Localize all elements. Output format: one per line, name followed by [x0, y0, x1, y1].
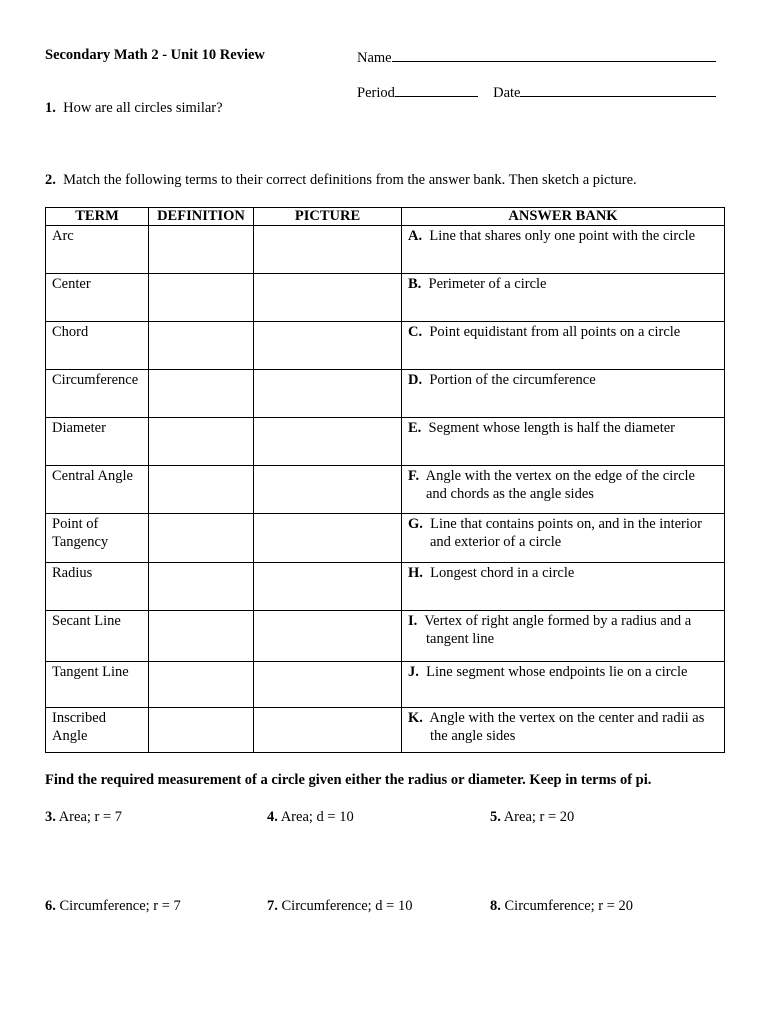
picture-cell[interactable]: [254, 274, 402, 322]
answer-text: Angle with the vertex on the center and radii as: [429, 710, 705, 726]
answer-text: Vertex of right angle formed by a radius and a: [424, 613, 692, 629]
measurement-instructions: Find the required measurement of a circle given either the radius or diameter. Keep in terms of pi.: [45, 772, 652, 788]
worksheet-title: Secondary Math 2 - Unit 10 Review: [45, 47, 265, 63]
term-cell: [46, 611, 149, 662]
problem-7: [267, 898, 412, 915]
term-text: Radius: [52, 565, 93, 581]
answer-letter: G.: [408, 516, 423, 532]
question-number: 1.: [45, 100, 56, 116]
picture-cell[interactable]: [254, 418, 402, 466]
answer-letter: I.: [408, 613, 418, 629]
term-text: Central Angle: [52, 468, 133, 484]
table-row: [46, 322, 725, 370]
term-text: Point of: [52, 516, 99, 532]
definition-cell[interactable]: [149, 226, 254, 274]
answer-bank-cell: [402, 563, 725, 611]
table-row: [46, 418, 725, 466]
picture-cell[interactable]: [254, 322, 402, 370]
table-row: [46, 370, 725, 418]
problem-number: 4.: [267, 809, 278, 825]
answer-letter: A.: [408, 228, 423, 244]
answer-text: Segment whose length is half the diameter: [428, 420, 675, 436]
answer-letter: H.: [408, 565, 423, 581]
answer-bank-cell: [402, 226, 725, 274]
header-definition: DEFINITION: [149, 208, 254, 226]
answer-letter: E.: [408, 420, 422, 436]
term-text: Diameter: [52, 420, 106, 436]
problem-number: 8.: [490, 898, 501, 914]
problem-text: Circumference; r = 20: [504, 898, 634, 914]
table-row: [46, 611, 725, 662]
definition-cell[interactable]: [149, 514, 254, 563]
table-row: [46, 563, 725, 611]
answer-text: Line that contains points on, and in the interior: [430, 516, 702, 532]
term-cell: [46, 662, 149, 708]
answer-letter: K.: [408, 710, 423, 726]
answer-bank-cell: [402, 611, 725, 662]
answer-text-continued: and chords as the angle sides: [426, 486, 594, 502]
problem-3: [45, 809, 122, 826]
table-row: [46, 662, 725, 708]
picture-cell[interactable]: [254, 466, 402, 514]
problem-number: 6.: [45, 898, 56, 914]
table-row: [46, 226, 725, 274]
problem-text: Area; r = 7: [58, 809, 123, 825]
term-text: Tangent Line: [52, 664, 129, 680]
term-text: Circumference: [52, 372, 139, 388]
problem-text: Area; d = 10: [280, 809, 354, 825]
term-cell: [46, 370, 149, 418]
problem-6: [45, 898, 181, 915]
answer-letter: F.: [408, 468, 420, 484]
answer-bank-cell: [402, 662, 725, 708]
problem-8: [490, 898, 633, 915]
picture-cell[interactable]: [254, 563, 402, 611]
definition-cell[interactable]: [149, 466, 254, 514]
name-label: Name: [357, 50, 392, 66]
answer-text-continued: and exterior of a circle: [430, 534, 562, 550]
answer-bank-cell: [402, 322, 725, 370]
period-label: Period: [357, 85, 395, 101]
term-cell: [46, 418, 149, 466]
answer-bank-cell: [402, 466, 725, 514]
answer-letter: D.: [408, 372, 423, 388]
answer-text: Point equidistant from all points on a circle: [429, 324, 681, 340]
answer-text-continued: tangent line: [426, 631, 495, 647]
answer-letter: J.: [408, 664, 419, 680]
header-answer-bank: ANSWER BANK: [402, 208, 725, 226]
problem-number: 3.: [45, 809, 56, 825]
answer-text: Perimeter of a circle: [428, 276, 547, 292]
term-text: Arc: [52, 228, 74, 244]
definition-cell[interactable]: [149, 708, 254, 753]
answer-bank-cell: [402, 274, 725, 322]
definition-cell[interactable]: [149, 563, 254, 611]
term-cell: [46, 274, 149, 322]
definition-cell[interactable]: [149, 662, 254, 708]
term-text: Chord: [52, 324, 89, 340]
picture-cell[interactable]: [254, 370, 402, 418]
date-blank[interactable]: [520, 82, 716, 97]
question-1: [45, 100, 223, 117]
question-number: 2.: [45, 172, 56, 188]
table-header-row: [46, 208, 725, 226]
problem-5: [490, 809, 574, 826]
picture-cell[interactable]: [254, 662, 402, 708]
answer-text: Longest chord in a circle: [430, 565, 575, 581]
definition-cell[interactable]: [149, 418, 254, 466]
picture-cell[interactable]: [254, 708, 402, 753]
question-text: How are all circles similar?: [63, 100, 223, 116]
term-text-continued: Tangency: [52, 534, 109, 550]
name-blank[interactable]: [392, 47, 716, 62]
picture-cell[interactable]: [254, 611, 402, 662]
definition-cell[interactable]: [149, 611, 254, 662]
table-row: [46, 708, 725, 753]
period-date-row: [357, 82, 716, 102]
name-field[interactable]: [357, 47, 716, 67]
header-term: TERM: [46, 208, 149, 226]
matching-table: [45, 207, 725, 753]
term-text-continued: Angle: [52, 728, 88, 744]
date-label: Date: [493, 85, 521, 101]
term-text: Center: [52, 276, 91, 292]
problem-number: 5.: [490, 809, 501, 825]
answer-letter: C.: [408, 324, 423, 340]
answer-bank-cell: [402, 370, 725, 418]
term-cell: [46, 708, 149, 753]
term-cell: [46, 466, 149, 514]
question-2: [45, 172, 637, 189]
problem-number: 7.: [267, 898, 278, 914]
answer-text: Portion of the circumference: [429, 372, 596, 388]
question-text: Match the following terms to their correct definitions from the answer bank. Then sketch a picture.: [63, 172, 637, 188]
problem-text: Area; r = 20: [503, 809, 575, 825]
table-row: [46, 466, 725, 514]
answer-letter: B.: [408, 276, 422, 292]
definition-cell[interactable]: [149, 322, 254, 370]
problem-text: Circumference; d = 10: [281, 898, 413, 914]
term-cell: [46, 563, 149, 611]
definition-cell[interactable]: [149, 370, 254, 418]
term-cell: [46, 322, 149, 370]
table-row: [46, 274, 725, 322]
answer-text: Angle with the vertex on the edge of the circle: [425, 468, 695, 484]
term-cell: [46, 226, 149, 274]
picture-cell[interactable]: [254, 226, 402, 274]
header-picture: PICTURE: [254, 208, 402, 226]
period-blank[interactable]: [395, 82, 478, 97]
problem-text: Circumference; r = 7: [59, 898, 181, 914]
answer-bank-cell: [402, 514, 725, 563]
answer-text-continued: the angle sides: [430, 728, 516, 744]
answer-text: Line that shares only one point with the circle: [429, 228, 696, 244]
answer-bank-cell: [402, 418, 725, 466]
picture-cell[interactable]: [254, 514, 402, 563]
problem-4: [267, 809, 354, 826]
table-row: [46, 514, 725, 563]
term-text: Secant Line: [52, 613, 121, 629]
answer-text: Line segment whose endpoints lie on a circle: [426, 664, 688, 680]
term-cell: [46, 514, 149, 563]
definition-cell[interactable]: [149, 274, 254, 322]
answer-bank-cell: [402, 708, 725, 753]
term-text: Inscribed: [52, 710, 106, 726]
